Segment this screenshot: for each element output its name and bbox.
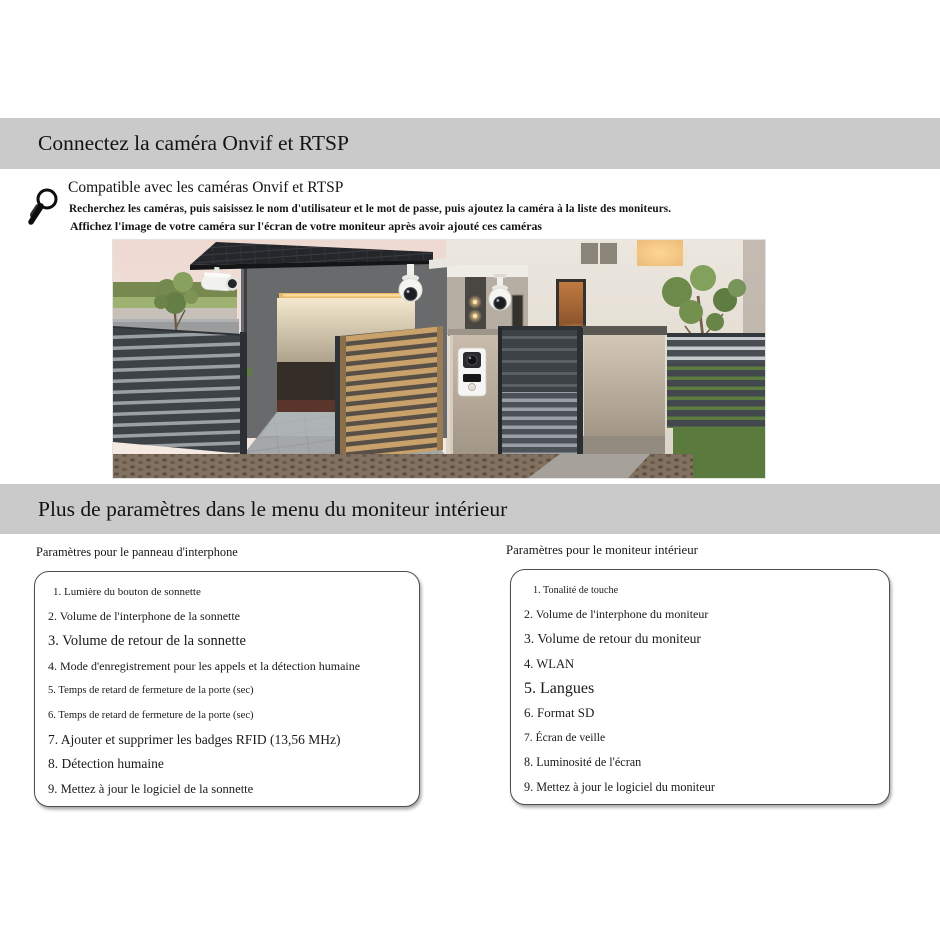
list-item: 4. Mode d'enregistrement pour les appels et la détection humaine bbox=[48, 658, 361, 673]
intro-line-1: Recherchez les caméras, puis saisissez le nom d'utilisateur et le mot de passe, puis ajoutez la caméra à la liste des moniteurs. bbox=[69, 203, 672, 215]
intro-heading: Compatible avec les caméras Onvif et RTSP bbox=[68, 179, 344, 196]
list-item: 6. Temps de retard de fermeture de la porte (sec) bbox=[48, 709, 254, 721]
list-item: 6. Format SD bbox=[524, 705, 595, 721]
list-item: 5. Temps de retard de fermeture de la porte (sec) bbox=[48, 685, 254, 697]
monitor-settings-box bbox=[510, 569, 890, 805]
list-item: 1. Tonalité de touche bbox=[533, 584, 619, 596]
right-panel-title: Paramètres pour le moniteur intérieur bbox=[506, 543, 698, 557]
interphone-settings-list bbox=[35, 572, 419, 801]
list-item: 3. Volume de retour du moniteur bbox=[524, 631, 701, 647]
left-fence bbox=[113, 326, 247, 454]
section-header-more-settings bbox=[0, 484, 940, 534]
metal-gate bbox=[498, 326, 583, 456]
right-pillar bbox=[579, 326, 667, 458]
section-title: Plus de paramètres dans le menu du moniteur intérieur bbox=[38, 497, 508, 521]
doorbell-button bbox=[469, 384, 476, 391]
right-fence bbox=[667, 333, 765, 428]
list-item: 8. Détection humaine bbox=[48, 756, 164, 772]
list-item: 2. Volume de l'interphone du moniteur bbox=[524, 607, 709, 622]
magnifier-icon bbox=[25, 186, 65, 228]
list-item: 7. Écran de veille bbox=[524, 731, 606, 745]
list-item: 5. Langues bbox=[524, 679, 595, 697]
section-title: Connectez la caméra Onvif et RTSP bbox=[38, 131, 349, 155]
video-doorbell bbox=[458, 348, 486, 396]
wooden-gate bbox=[335, 326, 443, 460]
list-item: 7. Ajouter et supprimer les badges RFID (13,56 MHz) bbox=[48, 731, 341, 747]
list-item: 1. Lumière du bouton de sonnette bbox=[53, 586, 201, 599]
list-item: 9. Mettez à jour le logiciel de la sonnette bbox=[48, 781, 254, 796]
list-item: 4. WLAN bbox=[524, 656, 575, 671]
section-header-connect-camera bbox=[0, 118, 940, 169]
monitor-settings-list bbox=[511, 570, 889, 799]
left-panel-title: Paramètres pour le panneau d'interphone bbox=[36, 545, 238, 559]
garage-led-strip bbox=[283, 294, 411, 297]
list-item: 8. Luminosité de l'écran bbox=[524, 754, 642, 769]
list-item: 9. Mettez à jour le logiciel du moniteur bbox=[524, 779, 715, 794]
list-item: 2. Volume de l'interphone de la sonnette bbox=[48, 609, 241, 624]
product-photo bbox=[113, 240, 765, 478]
doorbell-speaker bbox=[463, 374, 481, 382]
interphone-settings-box bbox=[34, 571, 420, 807]
list-item: 3. Volume de retour de la sonnette bbox=[48, 632, 246, 649]
intro-line-2: Affichez l'image de votre caméra sur l'écran de votre moniteur après avoir ajouté ces caméras bbox=[70, 219, 542, 233]
